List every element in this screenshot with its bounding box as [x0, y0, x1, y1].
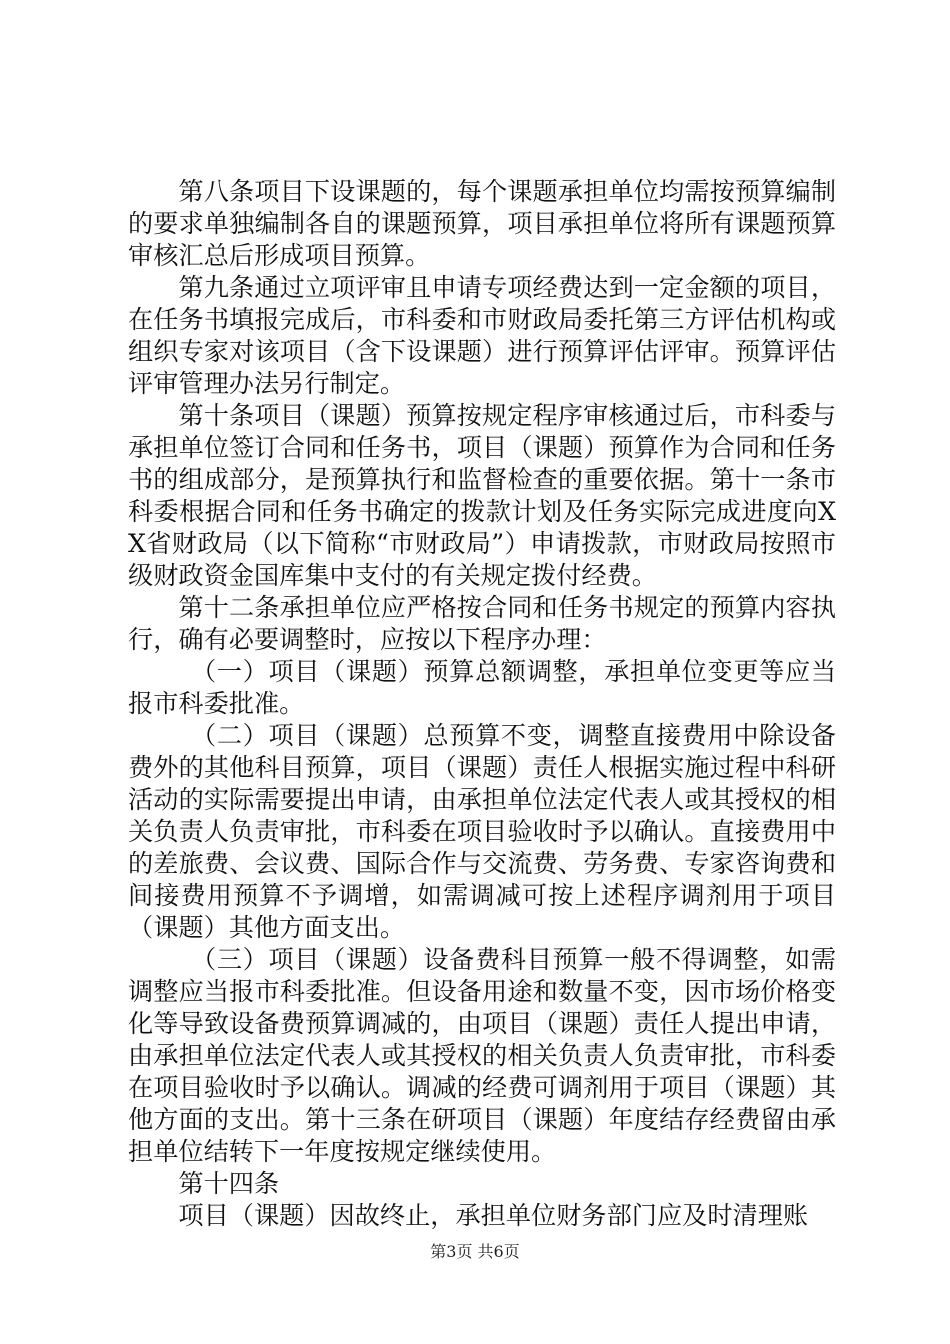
article-12-item-1: （一）项目（课题）预算总额调整，承担单位变更等应当报市科委批准。: [128, 657, 836, 718]
page-number-footer: 第3页 共6页: [430, 1242, 520, 1261]
article-12-paragraph: 第十二条承担单位应严格按合同和任务书规定的预算内容执行，确有必要调整时，应按以下程序办理：: [128, 593, 836, 654]
article-12-item-2: （二）项目（课题）总预算不变，调整直接费用中除设备费外的其他科目预算，项目（课题）责任人根据实施过程中科研活动的实际需要提出申请，由承担单位法定代表人或其授权的相关负责人负责审批，市科委在项目验收时予以确认。直接费用中的差旅费、会议费、国际合作与交流费、劳务费、专家咨询费和间接费用预算不予调增，如需调减可按上述程序调剂用于项目（课题）其他方面支出。: [128, 721, 836, 942]
article-12-item-3: （三）项目（课题）设备费科目预算一般不得调整，如需调整应当报市科委批准。但设备用途和数量不变，因市场价格变化等导致设备费预算调减的，由项目（课题）责任人提出申请，由承担单位法定代表人或其授权的相关负责人负责审批，市科委在项目验收时予以确认。调减的经费可调剂用于项目（课题）其他方面的支出。第十三条在研项目（课题）年度结存经费留由承担单位结转下一年度按规定继续使用。: [128, 945, 836, 1166]
document-body: [128, 176, 836, 1232]
article-14-heading: 第十四条: [178, 1169, 280, 1198]
article-8-paragraph: 第八条项目下设课题的，每个课题承担单位均需按预算编制的要求单独编制各自的课题预算，项目承担单位将所有课题预算审核汇总后形成项目预算。: [128, 177, 836, 270]
article-9-paragraph: 第九条通过立项评审且申请专项经费达到一定金额的项目，在任务书填报完成后，市科委和市财政局委托第三方评估机构或组织专家对该项目（含下设课题）进行预算评估评审。预算评估评审管理办法另行制定。: [128, 273, 836, 398]
article-10-11-paragraph: 第十条项目（课题）预算按规定程序审核通过后，市科委与承担单位签订合同和任务书，项目（课题）预算作为合同和任务书的组成部分，是预算执行和监督检查的重要依据。第十一条市科委根据合同和任务书确定的拨款计划及任务实际完成进度向XX省财政局（以下简称“市财政局”）申请拨款，市财政局按照市级财政资金国库集中支付的有关规定拨付经费。: [128, 401, 836, 590]
article-14-body: 项目（课题）因故终止，承担单位财务部门应及时清理账: [178, 1201, 809, 1230]
